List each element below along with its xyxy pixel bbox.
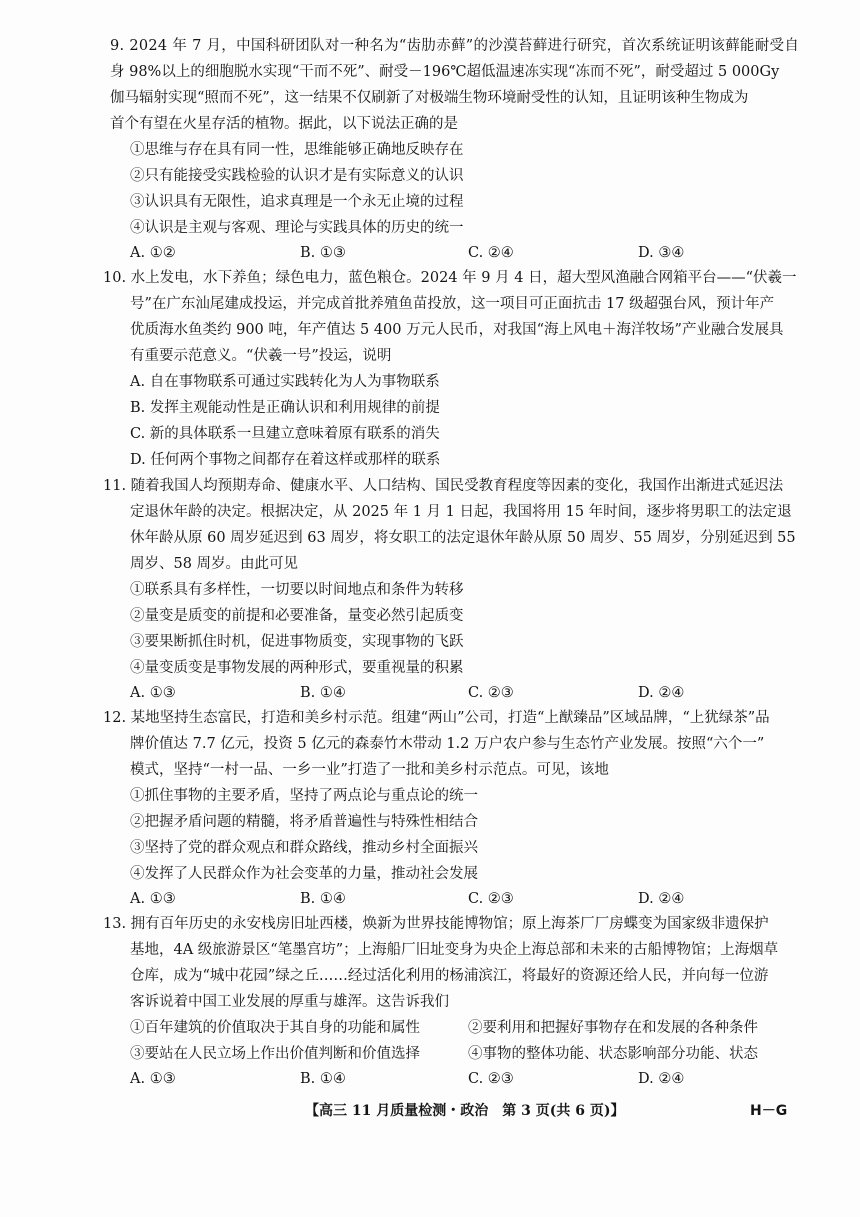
question-text-line: 优质海水鱼类约 900 吨，年产值达 5 400 万元人民币，对我国“海上风电＋海洋牧场”产业融合发展具 <box>130 322 784 338</box>
option-c: C. ②③ <box>468 1071 514 1087</box>
statement: ①抓住事物的主要矛盾，坚持了两点论与重点论的统一 <box>130 788 478 804</box>
question-text-line: 仓库，成为“城中花园”绿之丘……经过活化利用的杨浦滨江，将最好的资源还给人民，并向每一位游 <box>130 968 769 984</box>
statement: ④认识是主观与客观、理论与实践具体的历史的统一 <box>130 220 464 236</box>
option-b: B. ①④ <box>300 1071 346 1087</box>
option-b: B. ①④ <box>300 891 346 907</box>
question-text-line: 定退休年龄的决定。根据决定，从 2025 年 1 月 1 日起，我国将用 15 年时间，逐步将男职工的法定退 <box>130 504 792 520</box>
option-d: D. ③④ <box>638 245 685 261</box>
question-text-line: 基地，4A 级旅游景区“笔墨宫坊”；上海船厂旧址变身为央企上海总部和未来的古船博物馆；上海烟草 <box>130 942 779 958</box>
option-a: A. 自在事物联系可通过实践转化为人为事物联系 <box>130 374 440 390</box>
statement: ④事物的整体功能、状态影响部分功能、状态 <box>468 1046 758 1062</box>
question-text-line: 身 98%以上的细胞脱水实现“干而不死”、耐受－196℃超低温速冻实现“冻而不死”，耐受超过 5 000Gy <box>110 64 780 80</box>
statement: ①思维与存在具有同一性，思维能够正确地反映存在 <box>130 142 464 158</box>
option-c: C. 新的具体联系一旦建立意味着原有联系的消失 <box>130 426 440 442</box>
option-c: C. ②③ <box>468 891 514 907</box>
statement: ③要果断抓住时机，促进事物质变，实现事物的飞跃 <box>130 634 464 650</box>
page-footer: 【高三 11 月质量检测・政治 第 3 页(共 6 页)】 <box>305 1103 625 1119</box>
option-a: A. ①③ <box>130 891 176 907</box>
option-b: B. ①④ <box>300 685 346 701</box>
option-c: C. ②④ <box>468 245 514 261</box>
statement: ④发挥了人民群众作为社会变革的力量，推动社会发展 <box>130 866 478 882</box>
option-a: A. ①② <box>130 245 176 261</box>
question-text-line: 13. 拥有百年历史的永安栈房旧址西楼，焕新为世界技能博物馆；原上海茶厂厂房蝶变为国家级非遗保护 <box>103 916 769 932</box>
question-text-line: 10. 水上发电，水下养鱼；绿色电力，蓝色粮仓。2024 年 9 月 4 日，超大型风渔融合网箱平台——“伏羲一 <box>103 270 797 286</box>
question-text-line: 牌价值达 7.7 亿元，投资 5 亿元的森泰竹木带动 1.2 万户农户参与生态竹产业发展。按照“六个一” <box>130 736 765 752</box>
question-text-line: 首个有望在火星存活的植物。据此，以下说法正确的是 <box>110 116 458 132</box>
option-d: D. ②④ <box>638 685 685 701</box>
question-text-line: 休年龄从原 60 周岁延迟到 63 周岁，将女职工的法定退休年龄从原 50 周岁、55 周岁，分别延迟到 55 <box>130 530 796 546</box>
option-d: D. ②④ <box>638 891 685 907</box>
question-text-line: 11. 随着我国人均预期寿命、健康水平、人口结构、国民受教育程度等因素的变化，我国作出渐进式延迟法 <box>103 478 784 494</box>
option-d: D. 任何两个事物之间都存在着这样或那样的联系 <box>130 452 441 468</box>
question-text-line: 有重要示范意义。“伏羲一号”投运，说明 <box>130 348 392 364</box>
option-a: A. ①③ <box>130 1071 176 1087</box>
option-b: B. 发挥主观能动性是正确认识和利用规律的前提 <box>130 400 440 416</box>
question-text-line: 模式，坚持“一村一品、一乡一业”打造了一批和美乡村示范点。可见，该地 <box>130 762 609 778</box>
question-text-line: 12. 某地坚持生态富民，打造和美乡村示范。组建“两山”公司，打造“上猷臻品”区域品牌，“上犹绿茶”品 <box>103 710 770 726</box>
question-text-line: 客诉说着中国工业发展的厚重与雄浑。这告诉我们 <box>130 994 449 1010</box>
question-text-line: 号”在广东汕尾建成投运，并完成首批养殖鱼苗投放，这一项目可正面抗击 17 级超强台风，预计年产 <box>130 296 775 312</box>
question-text-line: 9. 2024 年 7 月，中国科研团队对一种名为“齿肋赤藓”的沙漠苔藓进行研究，首次系统证明该藓能耐受自 <box>110 38 800 54</box>
statement: ②只有能接受实践检验的认识才是有实际意义的认识 <box>130 168 464 184</box>
statement: ③要站在人民立场上作出价值判断和价值选择 <box>130 1046 420 1062</box>
question-text-line: 伽马辐射实现“照而不死”，这一结果不仅刷新了对极端生物环境耐受性的认知，且证明该种生物成为 <box>110 90 749 106</box>
statement: ②要利用和把握好事物存在和发展的各种条件 <box>468 1020 758 1036</box>
paper-code: H－G <box>750 1103 788 1119</box>
statement: ①联系具有多样性，一切要以时间地点和条件为转移 <box>130 582 464 598</box>
statement: ③认识具有无限性，追求真理是一个永无止境的过程 <box>130 194 464 210</box>
option-d: D. ②④ <box>638 1071 685 1087</box>
statement: ④量变质变是事物发展的两种形式，要重视量的积累 <box>130 660 464 676</box>
question-text-line: 周岁、58 周岁。由此可见 <box>130 556 299 572</box>
option-c: C. ②③ <box>468 685 514 701</box>
statement: ①百年建筑的价值取决于其自身的功能和属性 <box>130 1020 420 1036</box>
statement: ②量变是质变的前提和必要准备，量变必然引起质变 <box>130 608 464 624</box>
statement: ③坚持了党的群众观点和群众路线，推动乡村全面振兴 <box>130 840 478 856</box>
option-b: B. ①③ <box>300 245 346 261</box>
option-a: A. ①③ <box>130 685 176 701</box>
statement: ②把握矛盾问题的精髓，将矛盾普遍性与特殊性相结合 <box>130 814 478 830</box>
